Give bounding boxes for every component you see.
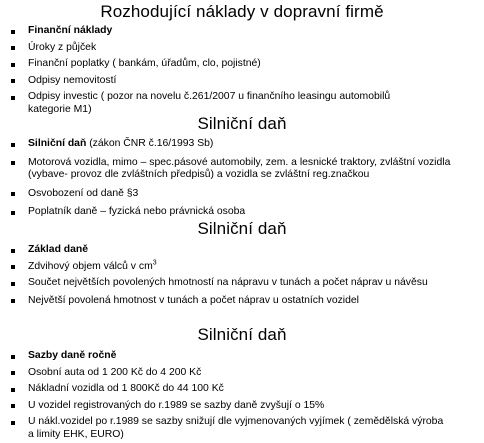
bullet-list [0,138,484,219]
bullet-list [0,25,484,117]
list-item: U nákl.vozidel po r.1989 se sazby snižují dle vyjmenovaných vyjímek ( zemědělská výroba a limity EHK, EURO) [0,416,484,441]
list-item: Osobní auta od 1 200 Kč do 4 200 Kč [0,367,484,380]
superscript: 3 [152,259,157,267]
list-item: Odpisy nemovitostí [0,75,484,88]
list-item-heading [0,138,484,151]
slide-zaklad-dane [0,219,484,307]
list-item-heading: Základ daně [0,244,484,257]
list-item: Poplatník daně – fyzická nebo právnická osoba [0,206,484,219]
heading-rest-text: (zákon ČNR č.16/1993 Sb) [86,138,214,149]
list-item: Úroky z půjček [0,42,484,55]
list-item-text: Zdvihový objem válců v cm [28,260,153,272]
slide-silnicni-dan-zakon [0,114,484,219]
list-item: Největší povolená hmotnost v tunách a počet náprav u ostatních vozidel [0,295,484,308]
bullet-list [0,244,484,307]
slide-title: Silniční daň [197,219,287,238]
list-item: Nákladní vozidla od 1 800Kč do 44 100 Kč [0,383,484,396]
bullet-list [0,350,484,442]
slide-sazby-dane [0,325,484,442]
list-item [0,261,484,274]
slide-financni-naklady [0,2,484,117]
list-item: Motorová vozidla, mimo – spec.pásové automobily, zem. a lesnické traktory, zvláštní vozidla (vybave- provoz dle zvláštních předpisů) a vozidla se zvláštní reg.značkou [0,157,484,182]
slide-title: Silniční daň [197,114,287,133]
list-item: Odpisy investic ( pozor na novelu č.261/2007 u finančního leasingu automobilů kategorie M1) [0,91,484,116]
list-item: Osvobození od daně §3 [0,188,484,201]
list-item: Součet největších povolených hmotností na nápravu v tunách a počet náprav u návěsu [0,277,484,290]
list-item-heading: Finanční náklady [0,25,484,38]
list-item: U vozidel registrovaných do r.1989 se sazby daně zvyšují o 15% [0,400,484,413]
heading-bold-text: Silniční daň [28,138,87,149]
slide-title: Rozhodující náklady v dopravní firmě [100,2,384,21]
list-item: Finanční poplatky ( bankám, úřadům, clo, pojistné) [0,58,484,71]
slide-title: Silniční daň [197,325,287,344]
list-item-heading: Sazby daně ročně [0,350,484,363]
